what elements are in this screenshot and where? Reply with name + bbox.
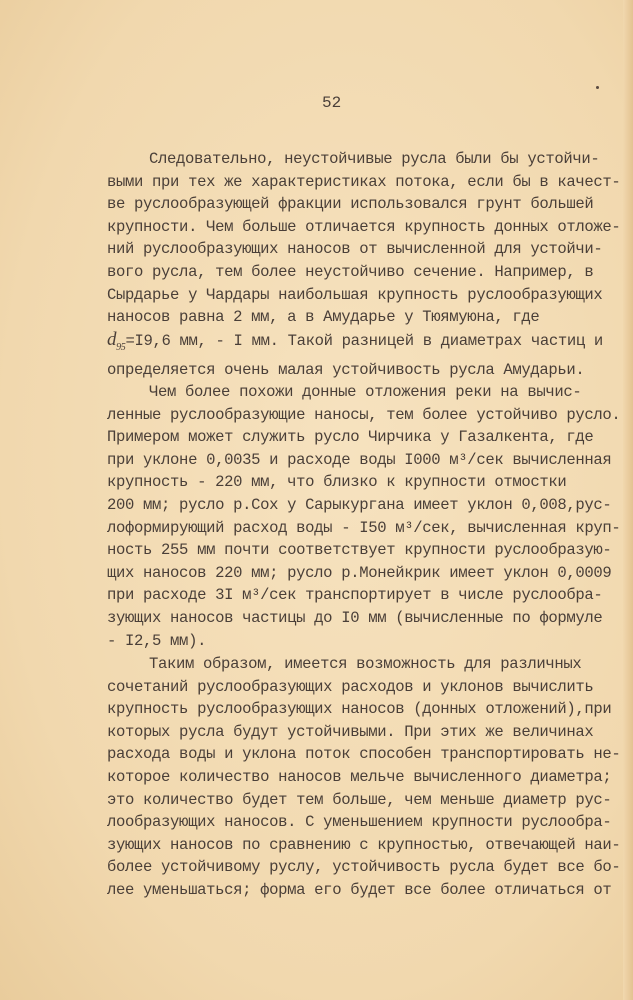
paragraph-2 (107, 381, 620, 652)
text-line: при уклоне 0,0035 и расходе воды I000 м³/сек вычисленная (107, 450, 612, 469)
text-line: более устойчивому руслу, устойчивость русла будет все бо- (107, 858, 621, 877)
text-line-rest: =I9,6 мм, - I мм. Такой разницей в диаметрах частиц и (125, 331, 603, 350)
text-line: лообразующих наносов. С уменьшением крупности руслообра- (107, 813, 612, 832)
text-line: наносов равна 2 мм, а в Амударье у Тюямуюна, где (107, 308, 540, 327)
text-line: Следовательно, неустойчивые русла были бы устойчи- (149, 150, 600, 168)
text-line: вого русла, тем более неустойчиво сечение. Например, в (107, 262, 594, 281)
text-line: сочетаний руслообразующих расходов и уклонов вычислить (107, 677, 594, 696)
text-line: выми при тех же характеристиках потока, если бы в качест- (107, 172, 621, 191)
text-line: ность 255 мм почти соответствует крупности руслообразую- (107, 541, 612, 560)
page-edge (623, 0, 633, 1000)
text-line: щих наносов 220 мм; русло р.Монейкрик имеет уклон 0,0009 (107, 563, 612, 582)
text-line: расхода воды и уклона поток способен транспортировать не- (107, 745, 621, 764)
paragraph-1 (107, 148, 620, 382)
text-line: Чем более похожи донные отложения реки на вычис- (149, 383, 582, 401)
text-line: это количество будет тем больше, чем меньше диаметр рус- (107, 790, 612, 809)
text-line: Примером может служить русло Чирчика у Газалкента, где (107, 428, 594, 447)
text-line: которых русла будут устойчивыми. При этих же величинах (107, 722, 594, 741)
text-line: которое количество наносов мельче вычисленного диаметра; (107, 767, 612, 786)
text-line: ний руслообразующих наносов от вычисленной для устойчи- (107, 240, 603, 259)
text-line: лоформирующий расход воды - I50 м³/сек, вычисленная круп- (107, 518, 621, 537)
text-line (107, 329, 620, 359)
text-line: 200 мм; русло р.Сох у Сарыкургана имеет уклон 0,008,рус- (107, 495, 612, 514)
symbol-subscript: 95 (116, 341, 126, 353)
text-line: крупности. Чем больше отличается крупность донных отложе- (107, 217, 621, 236)
paragraph-3 (107, 653, 620, 902)
ink-speck (596, 86, 599, 89)
text-line: ленные руслообразующие наносы, тем более устойчиво русло. (107, 405, 621, 424)
text-line: Сырдарье у Чардары наибольшая крупность руслообразующих (107, 285, 603, 304)
text-line: зующих наносов по сравнению с крупностью, отвечающей наи- (107, 835, 621, 854)
page-number: 52 (322, 94, 342, 112)
text-line: определяется очень малая устойчивость русла Амударьи. (107, 361, 585, 380)
grain-diameter-symbol (107, 328, 126, 353)
text-line: ве руслообразующей фракции использовался грунт большей (107, 195, 594, 214)
text-line: крупность руслообразующих наносов (донных отложений),при (107, 700, 612, 719)
symbol-d: d (107, 328, 117, 350)
text-line: крупность - 220 мм, что близко к крупности отмостки (107, 473, 567, 492)
text-line: лее уменьшаться; форма его будет все более отличаться от (107, 880, 612, 899)
text-line: зующих наносов частицы до I0 мм (вычисленные по формуле (107, 608, 603, 627)
text-line: при расходе 3I м³/сек транспортирует в числе руслообра- (107, 586, 603, 605)
text-line: - I2,5 мм). (107, 631, 207, 650)
text-line: Таким образом, имеется возможность для различных (149, 655, 582, 673)
